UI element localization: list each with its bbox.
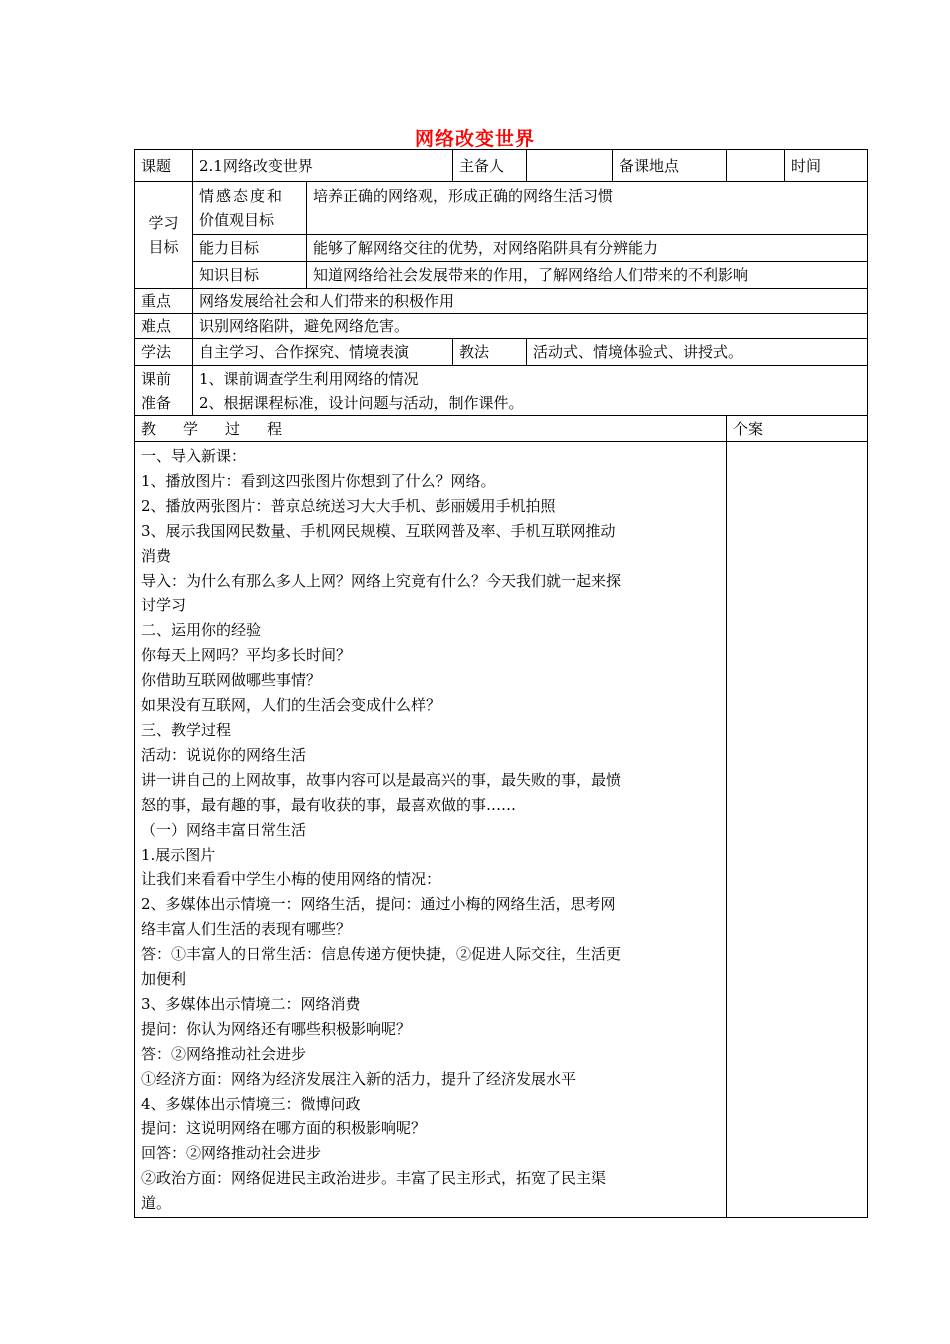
process-line: ②政治方面：网络促进民主政治进步。丰富了民主形式，拓宽了民主渠	[141, 1169, 607, 1188]
process-header	[135, 416, 727, 442]
goals-label-line2: 目标	[148, 238, 179, 256]
process-line: 让我们来看看中学生小梅的使用网络的情况：	[141, 870, 442, 889]
process-line: 三、教学过程	[141, 720, 232, 739]
prep-label-line1: 课前	[141, 369, 172, 388]
emotion-goal-value: 培养正确的网络观，形成正确的网络生活习惯	[307, 182, 868, 235]
teach-method-label: 教法	[453, 339, 527, 366]
process-line: 你每天上网吗？平均多长时间？	[141, 646, 352, 665]
process-line: 4、多媒体出示情境三：微博问政	[141, 1094, 361, 1113]
case-label: 个案	[727, 416, 868, 442]
process-line: 3、多媒体出示情境二：网络消费	[141, 994, 361, 1013]
knowledge-goal-label: 知识目标	[193, 262, 307, 289]
preparer-label: 主备人	[453, 150, 527, 182]
process-line: 提问：你认为网络还有哪些积极影响呢？	[141, 1019, 412, 1038]
process-line: 你借助互联网做哪些事情？	[141, 671, 322, 690]
time-label: 时间	[785, 150, 868, 182]
preparer-value	[527, 150, 613, 182]
key-point-value: 网络发展给社会和人们带来的积极作用	[193, 289, 868, 314]
process-line: 如果没有互联网，人们的生活会变成什么样？	[141, 696, 442, 715]
process-line: 活动：说说你的网络生活	[141, 745, 307, 764]
ability-goal-value: 能够了解网络交往的优势，对网络陷阱具有分辨能力	[307, 235, 868, 262]
process-line: 二、运用你的经验	[141, 621, 262, 640]
emotion-goal-label-line2: 价值观目标	[199, 211, 275, 229]
prep-value	[193, 366, 868, 416]
difficulty-value: 识别网络陷阱，避免网络危害。	[193, 314, 868, 339]
process-header-char: 过	[225, 419, 241, 438]
process-line: （一）网络丰富日常生活	[141, 820, 307, 839]
process-header-char: 学	[183, 419, 199, 438]
process-line: 络丰富人们生活的表现有哪些？	[141, 920, 352, 939]
topic-value: 2.1网络改变世界	[193, 150, 453, 182]
process-line: 回答：②网络推动社会进步	[141, 1144, 322, 1163]
emotion-goal-label	[193, 182, 307, 235]
process-content	[135, 442, 727, 1218]
prep-label-line2: 准备	[141, 393, 172, 412]
process-line: 2、多媒体出示情境一：网络生活，提问：通过小梅的网络生活，思考网	[141, 895, 616, 914]
process-line: 导入：为什么有那么多人上网？网络上究竟有什么？今天我们就一起来探	[141, 571, 622, 590]
process-line: 提问：这说明网络在哪方面的积极影响呢？	[141, 1119, 427, 1138]
process-line: 1、播放图片：看到这四张图片你想到了什么？网络。	[141, 471, 496, 490]
process-header-char: 教	[141, 419, 157, 438]
process-line: 答：②网络推动社会进步	[141, 1044, 307, 1063]
topic-label: 课题	[135, 150, 193, 182]
process-line: 加便利	[141, 970, 187, 989]
process-line: 答：①丰富人的日常生活：信息传递方便快捷，②促进人际交往，生活更	[141, 945, 622, 964]
location-value	[727, 150, 785, 182]
process-line: 消费	[141, 546, 172, 565]
study-method-label: 学法	[135, 339, 193, 366]
document-title: 网络改变世界	[414, 128, 535, 150]
process-line: 2、播放两张图片：普京总统送习大大手机、彭丽媛用手机拍照	[141, 496, 556, 515]
study-method-value: 自主学习、合作探究、情境表演	[193, 339, 453, 366]
prep-label	[135, 366, 193, 416]
difficulty-label: 难点	[135, 314, 193, 339]
process-line: 讲一讲自己的上网故事，故事内容可以是最高兴的事，最失败的事，最愤	[141, 770, 622, 789]
prep-line-1: 1、课前调查学生利用网络的情况	[199, 369, 419, 388]
goals-label	[135, 182, 193, 289]
process-line: 3、展示我国网民数量、手机网民规模、互联网普及率、手机互联网推动	[141, 521, 616, 540]
knowledge-goal-value: 知道网络给社会发展带来的作用，了解网络给人们带来的不利影响	[307, 262, 868, 289]
prep-line-2: 2、根据课程标准，设计问题与活动，制作课件。	[199, 393, 524, 412]
key-point-label: 重点	[135, 289, 193, 314]
process-line: 一、导入新课：	[141, 447, 247, 465]
process-line: 讨学习	[141, 596, 187, 615]
process-line: 道。	[141, 1194, 172, 1213]
process-header-char: 程	[267, 419, 283, 438]
emotion-goal-label-line1: 情感态度和	[199, 187, 285, 205]
goals-label-line1: 学习	[148, 214, 179, 232]
process-line: ①经济方面：网络为经济发展注入新的活力，提升了经济发展水平	[141, 1069, 577, 1088]
lesson-plan-table	[134, 149, 868, 1218]
process-line: 怒的事，最有趣的事，最有收获的事，最喜欢做的事……	[141, 795, 517, 814]
location-label: 备课地点	[613, 150, 727, 182]
case-notes-cell	[727, 442, 868, 1218]
process-line: 1.展示图片	[141, 845, 216, 864]
teach-method-value: 活动式、情境体验式、讲授式。	[527, 339, 868, 366]
ability-goal-label: 能力目标	[193, 235, 307, 262]
